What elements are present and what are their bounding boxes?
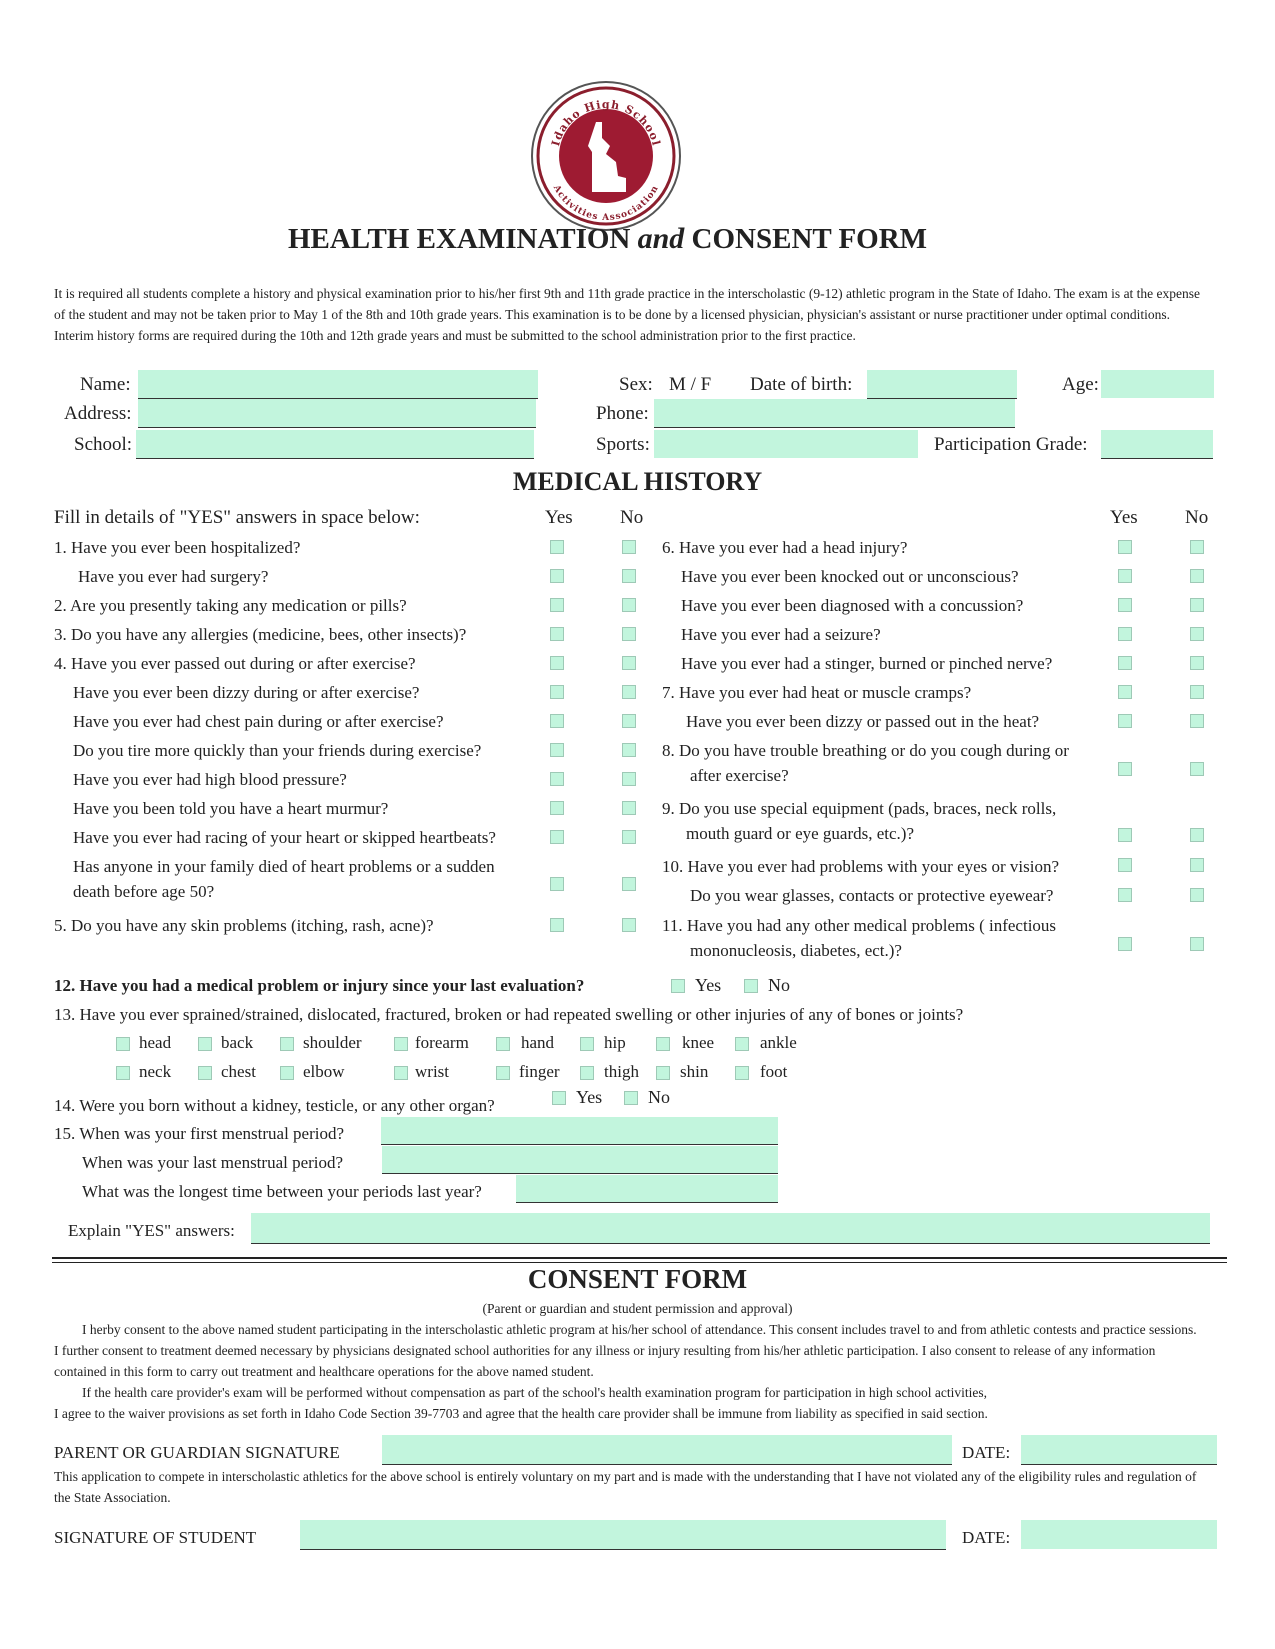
yes-checkbox[interactable] [1118, 598, 1132, 612]
body-part-checkbox[interactable] [394, 1066, 408, 1080]
body-part-checkbox[interactable] [580, 1066, 594, 1080]
question-left: 4. Have you ever passed out during or after exercise? [54, 654, 416, 673]
parent-signature-label: PARENT OR GUARDIAN SIGNATURE [54, 1443, 340, 1462]
yes-checkbox[interactable] [550, 877, 564, 891]
student-date-label: DATE: [962, 1528, 1011, 1547]
question-left: 5. Do you have any skin problems (itching, rash, acne)? [54, 916, 434, 935]
yes-header-left: Yes [545, 507, 573, 528]
yes-checkbox[interactable] [1118, 762, 1132, 776]
yes-checkbox[interactable] [550, 569, 564, 583]
no-header-right: No [1185, 507, 1209, 528]
yes-header-right: Yes [1110, 507, 1138, 528]
participation-grade-label: Participation Grade: [934, 434, 1088, 455]
name-label: Name: [80, 374, 131, 395]
body-part-label: shin [680, 1062, 709, 1081]
yes-checkbox[interactable] [1118, 937, 1132, 951]
no-checkbox[interactable] [1190, 858, 1204, 872]
body-part-label: finger [519, 1062, 560, 1081]
question-13: 13. Have you ever sprained/strained, dislocated, fractured, broken or had repeated swelling or other injuries of any of bones or joints? [54, 1005, 964, 1024]
sports-field[interactable] [654, 430, 918, 458]
no-checkbox[interactable] [1190, 888, 1204, 902]
body-part-checkbox[interactable] [735, 1037, 749, 1051]
address-label: Address: [64, 403, 132, 424]
q12-no-checkbox[interactable] [744, 979, 758, 993]
question-left: Have you ever been dizzy during or after exercise? [73, 683, 420, 702]
no-checkbox[interactable] [622, 656, 636, 670]
no-checkbox[interactable] [622, 801, 636, 815]
question-left: Have you ever had chest pain during or after exercise? [73, 712, 444, 731]
question-right: 8. Do you have trouble breathing or do you cough during or [662, 741, 1069, 760]
phone-label: Phone: [596, 403, 649, 424]
parent-signature-field[interactable] [382, 1435, 952, 1465]
body-part-label: hip [604, 1033, 626, 1052]
yes-checkbox[interactable] [1118, 828, 1132, 842]
last-period-field[interactable] [382, 1146, 778, 1174]
body-part-checkbox[interactable] [580, 1037, 594, 1051]
consent-paragraph-2b: I agree to the waiver provisions as set forth in Idaho Code Section 39-7703 and agree that the health care provider shall be immune from liability as specified in said section. [54, 1406, 988, 1421]
longest-time-field[interactable] [516, 1175, 778, 1203]
section-divider [52, 1262, 1227, 1263]
no-checkbox[interactable] [622, 743, 636, 757]
question-right: Have you ever been dizzy or passed out in the heat? [686, 712, 1040, 731]
body-part-checkbox[interactable] [198, 1037, 212, 1051]
body-part-label: forearm [415, 1033, 469, 1052]
question-14: 14. Were you born without a kidney, testicle, or any other organ? [54, 1096, 495, 1115]
body-part-checkbox[interactable] [496, 1066, 510, 1080]
parent-date-field[interactable] [1021, 1435, 1217, 1465]
page-title [0, 222, 1215, 256]
body-part-label: back [221, 1033, 254, 1052]
explain-label: Explain "YES" answers: [68, 1221, 235, 1240]
yes-checkbox[interactable] [550, 801, 564, 815]
student-date-field[interactable] [1021, 1520, 1217, 1549]
no-checkbox[interactable] [1190, 762, 1204, 776]
no-checkbox[interactable] [622, 627, 636, 641]
title-part1: HEALTH EXAMINATION [287, 223, 631, 255]
q14-yes-label: Yes [576, 1087, 603, 1107]
sex-options[interactable]: M / F [669, 374, 712, 395]
question-left: 3. Do you have any allergies (medicine, bees, other insects)? [54, 625, 467, 644]
student-signature-label: SIGNATURE OF STUDENT [54, 1528, 257, 1547]
question-right: mouth guard or eye guards, etc.)? [686, 824, 914, 843]
yes-checkbox[interactable] [1118, 685, 1132, 699]
sex-label: Sex: [619, 374, 653, 395]
question-left: Have you ever had high blood pressure? [73, 770, 347, 789]
no-checkbox[interactable] [1190, 685, 1204, 699]
no-checkbox[interactable] [622, 569, 636, 583]
body-part-label: chest [221, 1062, 256, 1081]
no-checkbox[interactable] [622, 830, 636, 844]
intro-text: It is required all students complete a history and physical examination prior to his/her first 9th and 11th grade practice in the interscholastic (9-12) athletic program in the State of Idaho. The exam is at the expense of the student and may not be taken prior to May 1 of the 8th and 10th grade years. This examination is to be done by a licensed physician, physician's assistant or nurse practitioner under optimal conditions. Interim history forms are required during the 10th and 12th grade years and must be submitted to the school administration prior to the first practice. [54, 286, 1201, 343]
no-checkbox[interactable] [1190, 656, 1204, 670]
no-checkbox[interactable] [1190, 714, 1204, 728]
question-right: mononucleosis, diabetes, ect.)? [690, 941, 902, 960]
sports-label: Sports: [596, 434, 650, 455]
no-checkbox[interactable] [1190, 598, 1204, 612]
no-checkbox[interactable] [1190, 937, 1204, 951]
question-15-last-period: When was your last menstrual period? [82, 1153, 344, 1172]
yes-checkbox[interactable] [550, 627, 564, 641]
question-right: Have you ever had a stinger, burned or pinched nerve? [681, 654, 1053, 673]
svg-text:Idaho High School: Idaho High School [549, 97, 663, 148]
question-left: 2. Are you presently taking any medication or pills? [54, 596, 407, 615]
question-left: Have you been told you have a heart murmur? [73, 799, 389, 818]
instructions-text: Fill in details of "YES" answers in space below: [54, 507, 420, 528]
yes-checkbox[interactable] [1118, 540, 1132, 554]
body-part-checkbox[interactable] [656, 1037, 670, 1051]
no-checkbox[interactable] [622, 540, 636, 554]
question-left: Have you ever had racing of your heart or skipped heartbeats? [73, 828, 496, 847]
dob-label: Date of birth: [750, 374, 853, 395]
body-part-checkbox[interactable] [394, 1037, 408, 1051]
question-left: death before age 50? [73, 882, 215, 901]
body-part-label: ankle [760, 1033, 797, 1052]
question-right: Have you ever had a seizure? [681, 625, 881, 644]
consent-heading: CONSENT FORM [527, 1264, 748, 1294]
body-part-checkbox[interactable] [116, 1037, 130, 1051]
body-part-label: thigh [604, 1062, 639, 1081]
title-part2: CONSENT FORM [691, 223, 928, 255]
q12-yes-checkbox[interactable] [671, 979, 685, 993]
body-part-checkbox[interactable] [496, 1037, 510, 1051]
question-left: Has anyone in your family died of heart problems or a sudden [73, 857, 495, 876]
question-right: 11. Have you had any other medical problems ( infectious [662, 916, 1057, 935]
yes-checkbox[interactable] [1118, 569, 1132, 583]
question-left: Do you tire more quickly than your friends during exercise? [73, 741, 482, 760]
school-label: School: [74, 434, 133, 455]
no-checkbox[interactable] [622, 918, 636, 932]
yes-checkbox[interactable] [550, 656, 564, 670]
q14-yes-checkbox[interactable] [552, 1091, 566, 1105]
body-part-label: knee [682, 1033, 715, 1052]
school-field[interactable] [136, 430, 534, 459]
question-right: 7. Have you ever had heat or muscle cramps? [662, 683, 972, 702]
no-checkbox[interactable] [622, 685, 636, 699]
yes-checkbox[interactable] [550, 918, 564, 932]
age-label: Age: [1062, 374, 1099, 395]
yes-checkbox[interactable] [1118, 888, 1132, 902]
dob-field[interactable] [867, 370, 1017, 399]
name-field[interactable] [138, 370, 538, 399]
question-right: Do you wear glasses, contacts or protective eyewear? [690, 886, 1054, 905]
body-part-checkbox[interactable] [280, 1037, 294, 1051]
address-field[interactable] [138, 399, 536, 428]
question-right: Have you ever been diagnosed with a concussion? [681, 596, 1024, 615]
question-left: 1. Have you ever been hospitalized? [54, 538, 301, 557]
consent-paragraph-1: I herby consent to the above named student participating in the interscholastic athletic program at his/her school of attendance. This consent includes travel to and from athletic contests and practice sessions. I further consent to treatment deemed necessary by physicians designated school authorities for any illness or injury resulting from his/her athletic participation. I also consent to release of any information contained in this form to carry out treatment and healthcare operations for the above named student. [54, 1322, 1197, 1379]
question-left: Have you ever had surgery? [78, 567, 269, 586]
no-header-left: No [620, 507, 644, 528]
svg-text:Activities Association: Activities Association [550, 183, 662, 224]
question-right: 9. Do you use special equipment (pads, braces, neck rolls, [662, 799, 1057, 818]
body-part-checkbox[interactable] [735, 1066, 749, 1080]
q12-yes-label: Yes [695, 975, 722, 995]
no-checkbox[interactable] [622, 714, 636, 728]
body-part-checkbox[interactable] [656, 1066, 670, 1080]
consent-paragraph-2a: If the health care provider's exam will be performed without compensation as part of the school's health examination program for participation in high school activities, [82, 1385, 987, 1400]
question-15-longest-time: What was the longest time between your periods last year? [82, 1182, 482, 1201]
question-right: 10. Have you ever had problems with your eyes or vision? [662, 857, 1060, 876]
question-right: 6. Have you ever had a head injury? [662, 538, 908, 557]
parent-date-label: DATE: [962, 1443, 1011, 1462]
yes-checkbox[interactable] [550, 598, 564, 612]
no-checkbox[interactable] [1190, 569, 1204, 583]
yes-checkbox[interactable] [550, 743, 564, 757]
title-and: and [637, 222, 685, 255]
body-part-checkbox[interactable] [280, 1066, 294, 1080]
yes-checkbox[interactable] [550, 714, 564, 728]
yes-checkbox[interactable] [1118, 858, 1132, 872]
body-part-label: elbow [303, 1062, 345, 1081]
participation-grade-field[interactable] [1101, 430, 1213, 459]
consent-subheading: (Parent or guardian and student permission and approval) [482, 1301, 793, 1316]
q14-no-label: No [648, 1087, 670, 1107]
student-signature-field[interactable] [300, 1520, 946, 1550]
q14-no-checkbox[interactable] [624, 1091, 638, 1105]
body-part-checkbox[interactable] [198, 1066, 212, 1080]
explain-field[interactable] [251, 1213, 1210, 1244]
no-checkbox[interactable] [1190, 540, 1204, 554]
association-logo [530, 80, 682, 232]
first-period-field[interactable] [381, 1117, 778, 1145]
phone-field[interactable] [654, 399, 1015, 428]
no-checkbox[interactable] [622, 772, 636, 786]
question-15-first-period: 15. When was your first menstrual period? [54, 1124, 345, 1143]
body-part-label: shoulder [303, 1033, 362, 1052]
yes-checkbox[interactable] [550, 772, 564, 786]
no-checkbox[interactable] [622, 877, 636, 891]
body-part-label: neck [139, 1062, 172, 1081]
section-divider [52, 1257, 1227, 1259]
no-checkbox[interactable] [622, 598, 636, 612]
yes-checkbox[interactable] [550, 830, 564, 844]
medical-history-heading: MEDICAL HISTORY [512, 467, 763, 496]
yes-checkbox[interactable] [550, 540, 564, 554]
no-checkbox[interactable] [1190, 828, 1204, 842]
body-part-label: wrist [415, 1062, 449, 1081]
application-text: This application to compete in interscholastic athletics for the above school is entirely voluntary on my part and is made with the understanding that I have not violated any of the eligibility rules and regulation of the State Association. [54, 1469, 1197, 1505]
yes-checkbox[interactable] [550, 685, 564, 699]
yes-checkbox[interactable] [1118, 627, 1132, 641]
no-checkbox[interactable] [1190, 627, 1204, 641]
age-field[interactable] [1101, 370, 1214, 398]
body-part-label: foot [760, 1062, 788, 1081]
yes-checkbox[interactable] [1118, 714, 1132, 728]
question-12: 12. Have you had a medical problem or injury since your last evaluation? [54, 976, 585, 995]
question-right: Have you ever been knocked out or unconscious? [681, 567, 1019, 586]
body-part-checkbox[interactable] [116, 1066, 130, 1080]
body-part-label: hand [521, 1033, 555, 1052]
body-part-label: head [139, 1033, 172, 1052]
q12-no-label: No [768, 975, 790, 995]
question-right: after exercise? [690, 766, 789, 785]
yes-checkbox[interactable] [1118, 656, 1132, 670]
